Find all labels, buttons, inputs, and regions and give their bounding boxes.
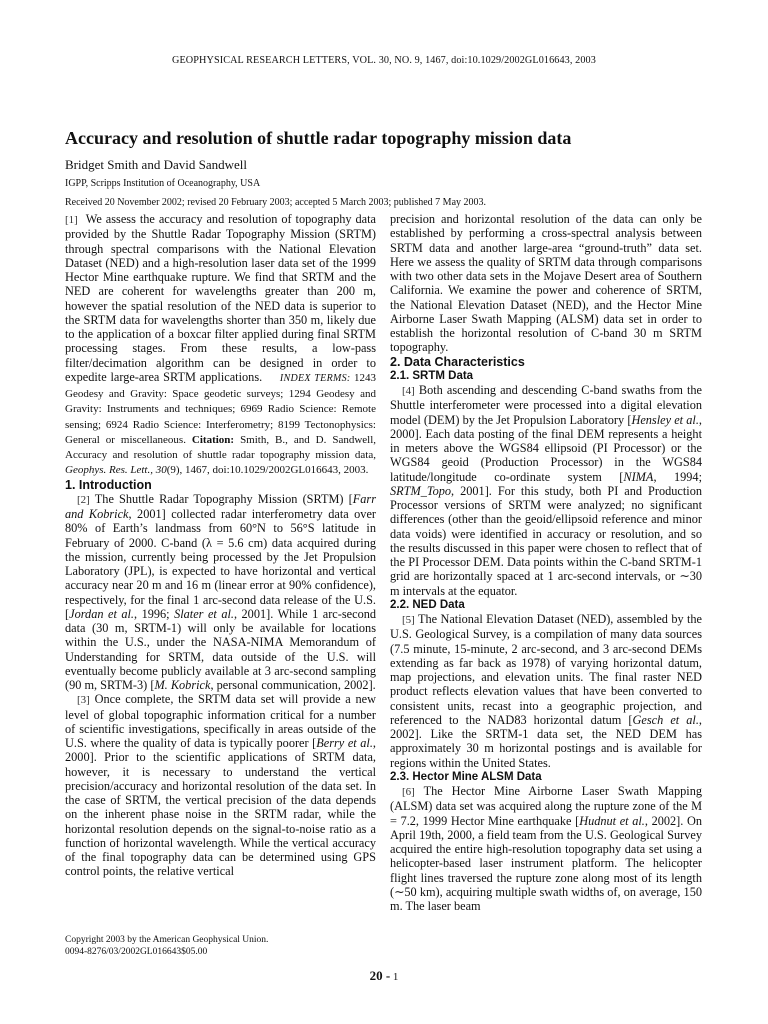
reference-link[interactable]: SRTM_Topo bbox=[390, 483, 452, 498]
paragraph-6 bbox=[390, 784, 702, 913]
para-number: [4] bbox=[402, 385, 415, 397]
copyright-line: Copyright 2003 by the American Geophysical Union. bbox=[65, 935, 269, 945]
abstract bbox=[65, 212, 376, 478]
para-number: [2] bbox=[77, 493, 90, 506]
article-title: Accuracy and resolution of shuttle radar topography mission data bbox=[65, 128, 572, 148]
page-number-sub: 1 bbox=[390, 971, 399, 983]
index-terms-text: 1243 Geodesy and Gravity: Space geodetic surveys; 1294 Geodesy and Gravity: Instruments and techniques; 6969 Radio Science: Remote sensing; 6924 Radio Science: Interferometry; 8199 Tectonophysics: General or miscellaneous. bbox=[65, 371, 377, 446]
reference-link[interactable]: Jordan et al. bbox=[69, 606, 134, 621]
reference-link[interactable]: Slater et al. bbox=[174, 606, 234, 621]
text-run: Once complete, the SRTM data set will provide a new level of global topographic information critical for a number of scientific investigations, specifically in areas outside of the U.S. where the quality of data is typically poorer [ bbox=[65, 692, 377, 750]
text-run: , 1996; bbox=[134, 606, 175, 621]
section-heading-data-characteristics: 2. Data Characteristics bbox=[390, 354, 525, 369]
right-column bbox=[390, 212, 702, 913]
text-run: , 2002]. Like the SRTM-1 data set, the NED DEM has approximately 30 m horizontal postings and is available for regions within the United States. bbox=[390, 712, 702, 770]
text-run: , 2000]. Prior to the scientific applications of SRTM data, however, it is necessary to understand the vertical precision/accuracy and horizontal resolution of the data set. In the case of SRTM, the vertical precision of the data depends on the inherent phase noise in the SRTM radar, while the horizontal resolution depends on the signal-to-noise ratio as a function of horizontal wavelength. While the vertical accuracy of the final topography data can be determined using GPS control points, the relative vertical bbox=[65, 736, 376, 879]
paragraph-5 bbox=[390, 612, 702, 770]
reference-link[interactable]: Hensley et al. bbox=[631, 412, 699, 427]
para-number: [5] bbox=[402, 614, 415, 626]
subsection-heading-srtm: 2.1. SRTM Data bbox=[390, 369, 474, 382]
index-terms-label: INDEX TERMS: bbox=[279, 372, 351, 384]
para-number: [6] bbox=[402, 786, 415, 798]
page-number-main: 20 - bbox=[369, 968, 391, 983]
text-run: , 2001]. For this study, both PI and Production Processor versions of SRTM were analyzed; no significant differences (other than the geoid/ellipsoid reference and minor data voids) were identified in accuracy or resolution, and so the results discussed in this paper were chosen to reflect that of the PI Processor DEM. Data points within the C-band SRTM-1 grid are horizontally spaced at 1 arc-second intervals, or ∼30 m intervals at the equator. bbox=[390, 483, 702, 598]
paragraph-4 bbox=[390, 383, 702, 598]
article-authors: Bridget Smith and David Sandwell bbox=[65, 157, 247, 172]
left-column bbox=[65, 212, 376, 879]
copyright bbox=[65, 934, 268, 958]
index-terms bbox=[65, 372, 376, 477]
text-run: , 2001]. While 1 arc-second data (30 m, SRTM-1) will only be available for locations within the U.S., under the NASA-NIMA Memorandum of Understanding for SRTM, data outside of the U.S. will eventually become publicly available at 3 arc-second sampling (90 m, SRTM-3) [ bbox=[65, 606, 377, 692]
reference-link[interactable]: Berry et al. bbox=[316, 736, 373, 750]
citation-label: Citation: bbox=[191, 433, 235, 446]
reference-link[interactable]: Gesch et al. bbox=[632, 712, 699, 727]
subsection-heading-ned: 2.2. NED Data bbox=[390, 598, 465, 611]
section-heading-introduction: 1. Introduction bbox=[65, 477, 152, 492]
text-run: , 2000]. Each data posting of the final DEM represents a height in meters above the WGS84 ellipsoid (PI Processor) or the WGS84 geoid (Production Processor) in the WGS84 latitude/longitude co-ordinate system [ bbox=[390, 412, 702, 484]
para-number: [1] bbox=[65, 214, 78, 226]
text-run: The Hector Mine Airborne Laser Swath Mapping (ALSM) data set was acquired along the rupture zone of the M = 7.2, 1999 Hector Mine earthquake [ bbox=[390, 784, 702, 828]
text-run: , 2002]. On April 19th, 2000, a field team from the U.S. Geological Survey acquired the entire high-resolution topography data set using a helicopter-based laser instrument platform. The helicopter flight lines traversed the rupture zone along most of its length (∼50 km), acquiring multiple swath widths of, on average, 150 m. The laser beam bbox=[390, 813, 702, 913]
page-number bbox=[0, 968, 768, 984]
reference-link[interactable]: M. Kobrick bbox=[154, 678, 211, 692]
article-affiliation: IGPP, Scripps Institution of Oceanography, USA bbox=[65, 178, 261, 189]
text-run: , 2001] collected radar interferometry data over 80% of Earth’s landmass from 60°N to 56°S latitude in February of 2000. C-band (λ = 5.6 cm) data acquired during the mission, currently being processed by the Jet Propulsion Laboratory (JPL), is expected to have horizontal and vertical accuracy near 20 m and 16 m (linear error at 90% confidence), respectively, for the final 1 arc-second data release of the U.S. [ bbox=[65, 507, 377, 621]
article-dates: Received 20 November 2002; revised 20 February 2003; accepted 5 March 2003; published 7 May 2003. bbox=[65, 197, 487, 208]
abstract-text: We assess the accuracy and resolution of topography data provided by the Shuttle Radar Topography Mission (SRTM) through spectral comparisons with the National Elevation Dataset (NED) and a high-resolution laser data set of the 1999 Hector Mine earthquake rupture. We find that SRTM and the NED are coherent for wavelengths greater than 200 m, however the spatial resolution of the NED data is superior to the SRTM data for wavelengths shorter than 350 m, likely due to the application of a boxcar filter applied during final SRTM processing stages. From these results, a low-pass filter/decimation algorithm can be designed in order to expedite large-area SRTM applications. bbox=[65, 212, 376, 384]
text-run: The Shuttle Radar Topography Mission (SRTM) [ bbox=[94, 491, 353, 506]
para-number: [3] bbox=[77, 694, 90, 707]
text-run: , personal communication, 2002]. bbox=[210, 678, 376, 692]
issn-line: 0094-8276/03/2002GL016643$05.00 bbox=[65, 947, 208, 957]
reference-link[interactable]: NIMA bbox=[623, 469, 654, 484]
reference-link[interactable]: Hudnut et al. bbox=[579, 813, 645, 828]
reference-link[interactable]: Farr and Kobrick bbox=[65, 491, 376, 521]
paragraph-3 bbox=[65, 692, 376, 878]
paragraph-3-continued: precision and horizontal resolution of the data can only be established by performing a cross-spectral analysis between SRTM data and another large-area “ground-truth” data set. Here we assess the quality of SRTM data through comparisons with two other data sets in the Mojave Desert area of Southern California. We examine the power and coherence of SRTM, the National Elevation Dataset (NED), and the Hector Mine Airborne Laser Swath Mapping (ALSM) data set in order to establish the horizontal resolution of C-band 30 m SRTM topography. bbox=[390, 212, 702, 355]
text-run: , 1994; bbox=[653, 469, 702, 484]
journal-header: GEOPHYSICAL RESEARCH LETTERS, VOL. 30, NO. 9, 1467, doi:10.1029/2002GL016643, 2003 bbox=[172, 55, 596, 66]
subsection-heading-alsm: 2.3. Hector Mine ALSM Data bbox=[390, 770, 542, 783]
text-run: Both ascending and descending C-band swaths from the Shuttle interferometer were processed into a digital elevation model (DEM) by the Jet Propulsion Laboratory [ bbox=[390, 383, 703, 427]
citation-text: Smith, B., and D. Sandwell, Accuracy and resolution of shuttle radar topography mission data, bbox=[65, 433, 377, 461]
citation-journal: Geophys. Res. Lett., 30 bbox=[65, 464, 167, 477]
paragraph-2 bbox=[65, 492, 376, 693]
text-run: The National Elevation Dataset (NED), assembled by the U.S. Geological Survey, is a compilation of many data sources (7.5 minute, 15-minute, 2 arc-second, and 3 arc-second DEMs extending as far back as 1978) of varying horizontal datum, map projections, and elevation units. The final raster NED product reflects elevation values that have been converted to consistent units, recast into a geographic projection, and referenced to the NAD83 horizontal datum [ bbox=[390, 612, 702, 727]
citation-tail: (9), 1467, doi:10.1029/2002GL016643, 2003. bbox=[166, 464, 369, 477]
